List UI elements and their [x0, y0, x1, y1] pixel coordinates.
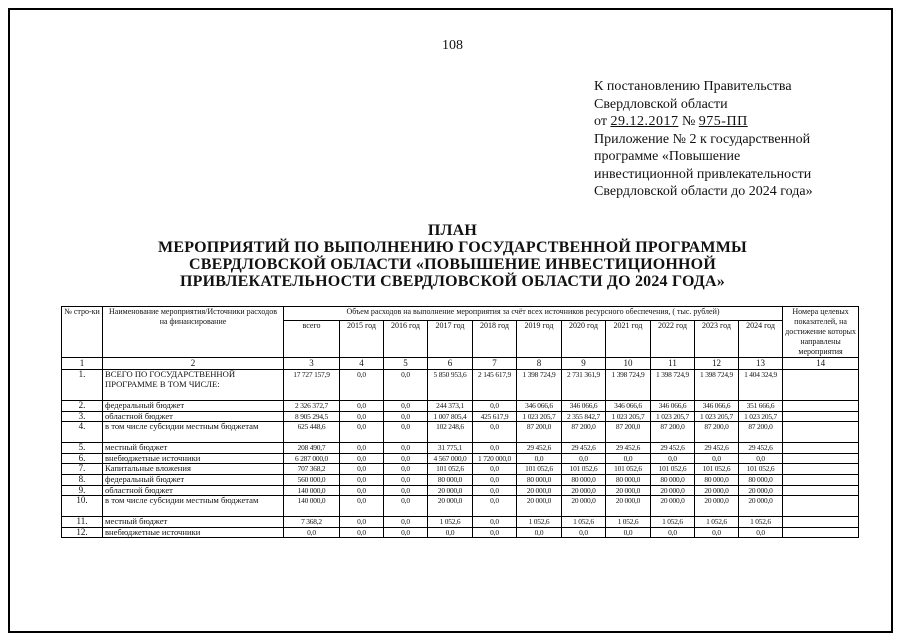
row-value: 625 448,6	[284, 422, 340, 443]
row-value: 1 023 205,7	[739, 411, 783, 422]
header-year-2022: 2022 год	[651, 321, 695, 358]
row-value: 20 000,0	[695, 496, 739, 517]
header-year-2017: 2017 год	[428, 321, 473, 358]
row-value: 0,0	[384, 443, 428, 454]
row-name: областной бюджет	[103, 411, 284, 422]
row-targets	[783, 464, 859, 475]
row-value: 0,0	[340, 370, 384, 401]
table-row	[62, 443, 859, 454]
appendix-line-4: Приложение № 2 к государственной	[594, 131, 811, 147]
row-value: 2 145 617,9	[473, 370, 517, 401]
row-value: 0,0	[473, 527, 517, 538]
row-value: 0,0	[384, 401, 428, 412]
row-value: 1 720 000,0	[473, 453, 517, 464]
row-value: 0,0	[517, 453, 562, 464]
row-value: 87 200,0	[695, 422, 739, 443]
header-row-number: № стро-ки	[62, 307, 103, 358]
row-value: 1 023 205,7	[695, 411, 739, 422]
plan-table	[61, 306, 859, 538]
title-line-3: СВЕРДЛОВСКОЙ ОБЛАСТИ «ПОВЫШЕНИЕ ИНВЕСТИЦИОННОЙ	[189, 256, 716, 273]
row-value: 0,0	[340, 464, 384, 475]
row-number: 1.	[62, 370, 103, 401]
row-name: ВСЕГО ПО ГОСУДАРСТВЕННОЙ ПРОГРАММЕ В ТОМ ЧИСЛЕ:	[103, 370, 284, 401]
title-line-4: ПРИВЛЕКАТЕЛЬНОСТИ СВЕРДЛОВСКОЙ ОБЛАСТИ ДО 2024 ГОДА»	[180, 273, 725, 290]
row-value: 29 452,6	[695, 443, 739, 454]
document-title	[60, 222, 845, 290]
row-number: 6.	[62, 453, 103, 464]
row-value: 29 452,6	[562, 443, 606, 454]
row-value: 140 000,0	[284, 496, 340, 517]
row-value: 87 200,0	[517, 422, 562, 443]
row-value: 101 052,6	[739, 464, 783, 475]
row-value: 0,0	[340, 517, 384, 528]
row-value: 102 248,6	[428, 422, 473, 443]
row-value: 1 398 724,9	[606, 370, 651, 401]
row-name: внебюджетные источники	[103, 453, 284, 464]
row-value: 0,0	[562, 527, 606, 538]
appendix-line-6: инвестиционной привлекательности	[594, 166, 812, 182]
row-value: 20 000,0	[562, 496, 606, 517]
row-value: 2 326 372,7	[284, 401, 340, 412]
table-row	[62, 474, 859, 485]
row-targets	[783, 443, 859, 454]
appendix-date-line	[594, 113, 864, 131]
row-value: 0,0	[384, 496, 428, 517]
table-row	[62, 517, 859, 528]
row-value: 0,0	[340, 453, 384, 464]
row-value: 4 567 000,0	[428, 453, 473, 464]
row-value: 0,0	[384, 422, 428, 443]
row-value: 20 000,0	[606, 496, 651, 517]
row-value: 1 052,6	[651, 517, 695, 528]
appendix-line-7: Свердловской области до 2024 года»	[594, 184, 813, 199]
row-value: 0,0	[695, 527, 739, 538]
header-year-2018: 2018 год	[473, 321, 517, 358]
table-row	[62, 485, 859, 496]
table-row	[62, 370, 859, 401]
column-index: 8	[517, 358, 562, 370]
row-value: 560 000,0	[284, 474, 340, 485]
row-value: 0,0	[651, 527, 695, 538]
row-value: 0,0	[384, 370, 428, 401]
row-value: 0,0	[340, 527, 384, 538]
row-number: 5.	[62, 443, 103, 454]
row-value: 101 052,6	[651, 464, 695, 475]
row-value: 0,0	[606, 527, 651, 538]
row-value: 87 200,0	[739, 422, 783, 443]
appendix-block	[594, 78, 864, 201]
row-value: 346 066,6	[562, 401, 606, 412]
column-index: 4	[340, 358, 384, 370]
row-value: 101 052,6	[695, 464, 739, 475]
row-value: 20 000,0	[562, 485, 606, 496]
row-name: в том числе субсидии местным бюджетам	[103, 422, 284, 443]
row-value: 0,0	[606, 453, 651, 464]
row-value: 0,0	[340, 474, 384, 485]
row-number: 10.	[62, 496, 103, 517]
row-name: федеральный бюджет	[103, 401, 284, 412]
number-prefix: №	[681, 114, 696, 129]
row-number: 9.	[62, 485, 103, 496]
row-value: 1 052,6	[428, 517, 473, 528]
header-targets: Номера целевых показателей, на достижение которых направлены мероприятия	[783, 307, 859, 358]
row-value: 1 398 724,9	[695, 370, 739, 401]
row-value: 0,0	[384, 485, 428, 496]
row-value: 80 000,0	[517, 474, 562, 485]
row-value: 0,0	[651, 453, 695, 464]
row-targets	[783, 474, 859, 485]
row-value: 17 727 157,9	[284, 370, 340, 401]
column-index: 13	[739, 358, 783, 370]
row-value: 29 452,6	[517, 443, 562, 454]
row-name: Капитальные вложения	[103, 464, 284, 475]
row-value: 208 490,7	[284, 443, 340, 454]
column-index: 10	[606, 358, 651, 370]
column-index: 12	[695, 358, 739, 370]
row-name: местный бюджет	[103, 443, 284, 454]
row-number: 3.	[62, 411, 103, 422]
row-value: 80 000,0	[562, 474, 606, 485]
column-index: 3	[284, 358, 340, 370]
row-name: местный бюджет	[103, 517, 284, 528]
header-name: Наименование мероприятия/Источники расходов на финансирование	[103, 307, 284, 358]
row-targets	[783, 527, 859, 538]
row-value: 80 000,0	[428, 474, 473, 485]
table-row	[62, 422, 859, 443]
row-value: 1 023 205,7	[651, 411, 695, 422]
column-index: 1	[62, 358, 103, 370]
header-year-2015: 2015 год	[340, 321, 384, 358]
appendix-line-1: К постановлению Правительства	[594, 79, 792, 94]
column-index-row	[62, 358, 859, 370]
row-value: 0,0	[384, 453, 428, 464]
row-value: 0,0	[384, 464, 428, 475]
row-name: федеральный бюджет	[103, 474, 284, 485]
number-value: 975-ПП	[698, 114, 748, 129]
row-number: 12.	[62, 527, 103, 538]
table-row	[62, 464, 859, 475]
row-value: 20 000,0	[428, 496, 473, 517]
title-line-2: МЕРОПРИЯТИЙ ПО ВЫПОЛНЕНИЮ ГОСУДАРСТВЕННОЙ ПРОГРАММЫ	[158, 239, 747, 256]
row-targets	[783, 411, 859, 422]
table-row	[62, 496, 859, 517]
appendix-line-2: Свердловской области	[594, 96, 728, 112]
row-value: 0,0	[473, 485, 517, 496]
row-value: 6 287 000,0	[284, 453, 340, 464]
row-value: 20 000,0	[739, 496, 783, 517]
row-value: 1 404 324,9	[739, 370, 783, 401]
row-value: 346 066,6	[606, 401, 651, 412]
column-index: 6	[428, 358, 473, 370]
row-targets	[783, 453, 859, 464]
date-value: 29.12.2017	[610, 114, 679, 129]
row-value: 0,0	[473, 443, 517, 454]
row-name: в том числе субсидии местным бюджетам	[103, 496, 284, 517]
row-value: 20 000,0	[739, 485, 783, 496]
row-value: 1 398 724,9	[517, 370, 562, 401]
row-targets	[783, 517, 859, 528]
header-year-2021: 2021 год	[606, 321, 651, 358]
appendix-line-5: программе «Повышение	[594, 149, 741, 164]
row-value: 80 000,0	[651, 474, 695, 485]
row-value: 1 398 724,9	[651, 370, 695, 401]
row-value: 20 000,0	[517, 496, 562, 517]
row-targets	[783, 485, 859, 496]
row-targets	[783, 401, 859, 412]
header-year-2023: 2023 год	[695, 321, 739, 358]
row-value: 0,0	[473, 517, 517, 528]
row-value: 87 200,0	[651, 422, 695, 443]
column-index: 11	[651, 358, 695, 370]
table-row	[62, 527, 859, 538]
row-value: 1 052,6	[517, 517, 562, 528]
row-value: 0,0	[473, 401, 517, 412]
row-value: 346 066,6	[651, 401, 695, 412]
header-total: всего	[284, 321, 340, 358]
row-name: внебюджетные источники	[103, 527, 284, 538]
row-value: 20 000,0	[651, 485, 695, 496]
row-value: 707 368,2	[284, 464, 340, 475]
row-value: 0,0	[473, 464, 517, 475]
row-value: 0,0	[384, 474, 428, 485]
header-year-2024: 2024 год	[739, 321, 783, 358]
header-expenses: Объем расходов на выполнение мероприятия за счёт всех источников ресурсного обеспечения, ( тыс. рублей)	[284, 307, 783, 321]
row-value: 351 666,6	[739, 401, 783, 412]
column-index: 7	[473, 358, 517, 370]
header-year-2019: 2019 год	[517, 321, 562, 358]
row-value: 1 052,6	[739, 517, 783, 528]
row-value: 1 052,6	[562, 517, 606, 528]
row-value: 0,0	[340, 422, 384, 443]
row-value: 0,0	[739, 527, 783, 538]
table-row	[62, 411, 859, 422]
row-number: 2.	[62, 401, 103, 412]
row-value: 80 000,0	[606, 474, 651, 485]
row-value: 20 000,0	[517, 485, 562, 496]
row-value: 1 023 205,7	[606, 411, 651, 422]
row-value: 0,0	[340, 496, 384, 517]
row-targets	[783, 422, 859, 443]
row-value: 0,0	[739, 453, 783, 464]
table-row	[62, 453, 859, 464]
row-value: 244 373,1	[428, 401, 473, 412]
row-value: 0,0	[562, 453, 606, 464]
row-value: 5 850 953,6	[428, 370, 473, 401]
column-index: 9	[562, 358, 606, 370]
row-value: 29 452,6	[739, 443, 783, 454]
row-value: 101 052,6	[517, 464, 562, 475]
row-value: 29 452,6	[651, 443, 695, 454]
row-value: 0,0	[428, 527, 473, 538]
page-number: 108	[442, 38, 463, 53]
row-value: 0,0	[517, 527, 562, 538]
row-value: 20 000,0	[606, 485, 651, 496]
row-value: 87 200,0	[562, 422, 606, 443]
row-value: 20 000,0	[428, 485, 473, 496]
row-value: 0,0	[384, 527, 428, 538]
header-year-2020: 2020 год	[562, 321, 606, 358]
row-value: 80 000,0	[739, 474, 783, 485]
row-value: 20 000,0	[695, 485, 739, 496]
date-prefix: от	[594, 114, 607, 129]
title-line-1: ПЛАН	[427, 222, 478, 239]
row-number: 7.	[62, 464, 103, 475]
row-value: 0,0	[473, 474, 517, 485]
row-value: 29 452,6	[606, 443, 651, 454]
column-index: 5	[384, 358, 428, 370]
row-value: 87 200,0	[606, 422, 651, 443]
row-value: 31 775,1	[428, 443, 473, 454]
row-targets	[783, 370, 859, 401]
row-value: 2 355 842,7	[562, 411, 606, 422]
row-value: 0,0	[284, 527, 340, 538]
row-name: областной бюджет	[103, 485, 284, 496]
row-value: 1 052,6	[695, 517, 739, 528]
row-value: 101 052,6	[606, 464, 651, 475]
row-value: 8 905 294,5	[284, 411, 340, 422]
row-value: 1 023 205,7	[517, 411, 562, 422]
row-number: 8.	[62, 474, 103, 485]
row-targets	[783, 496, 859, 517]
header-year-2016: 2016 год	[384, 321, 428, 358]
row-value: 101 052,6	[428, 464, 473, 475]
column-index: 14	[783, 358, 859, 370]
row-value: 346 066,6	[517, 401, 562, 412]
table-row	[62, 401, 859, 412]
row-value: 0,0	[384, 517, 428, 528]
row-value: 0,0	[384, 411, 428, 422]
row-value: 1 052,6	[606, 517, 651, 528]
row-value: 101 052,6	[562, 464, 606, 475]
row-value: 0,0	[340, 411, 384, 422]
row-value: 0,0	[340, 401, 384, 412]
row-value: 2 731 361,9	[562, 370, 606, 401]
row-value: 80 000,0	[695, 474, 739, 485]
row-value: 0,0	[473, 496, 517, 517]
row-value: 20 000,0	[651, 496, 695, 517]
row-value: 0,0	[340, 443, 384, 454]
row-value: 0,0	[340, 485, 384, 496]
row-number: 4.	[62, 422, 103, 443]
row-value: 140 000,0	[284, 485, 340, 496]
row-value: 7 368,2	[284, 517, 340, 528]
row-value: 425 617,9	[473, 411, 517, 422]
row-value: 0,0	[473, 422, 517, 443]
row-value: 0,0	[695, 453, 739, 464]
column-index: 2	[103, 358, 284, 370]
row-value: 346 066,6	[695, 401, 739, 412]
row-value: 1 007 805,4	[428, 411, 473, 422]
row-number: 11.	[62, 517, 103, 528]
